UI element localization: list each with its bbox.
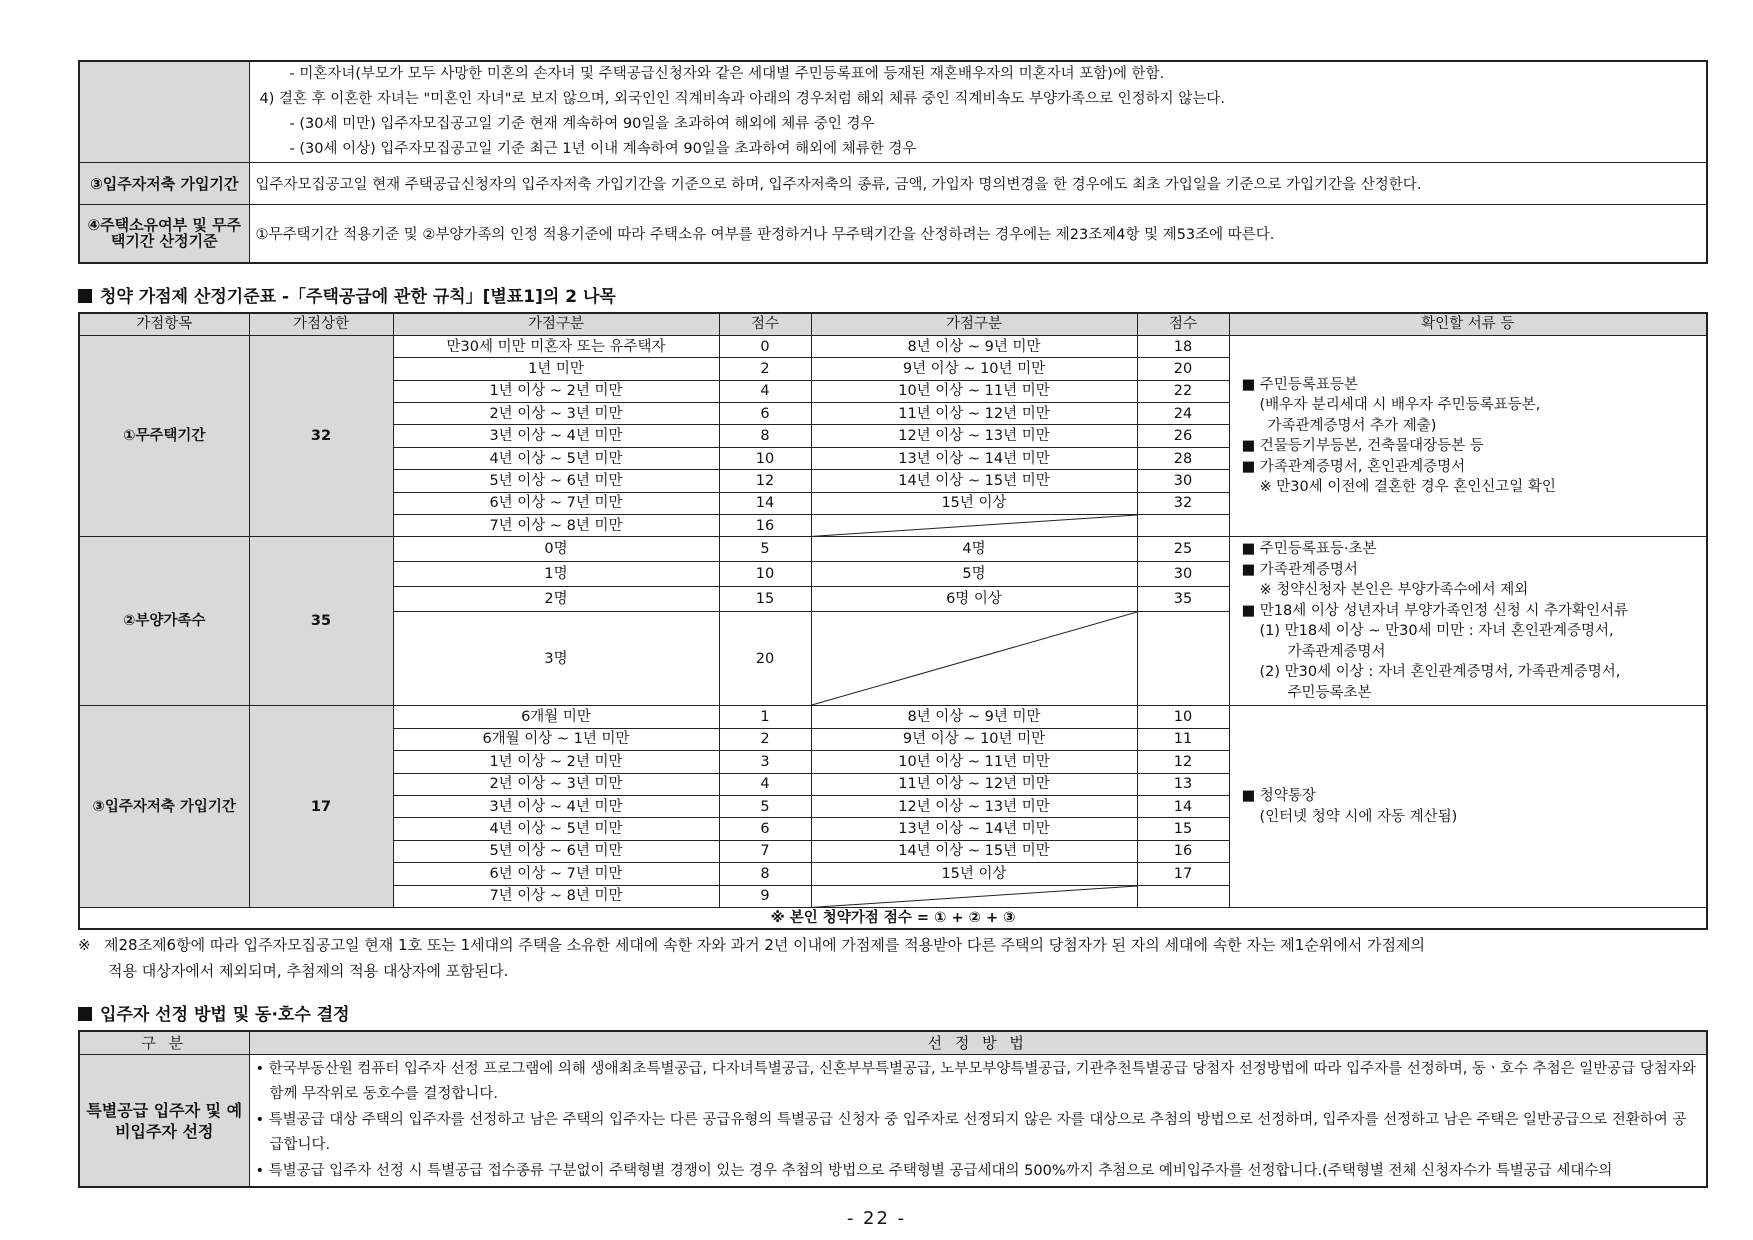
category-max: 32 <box>249 335 393 537</box>
division-b-cell: 15년 이상 <box>811 863 1137 885</box>
division-a-cell: 만30세 미만 미혼자 또는 유주택자 <box>393 335 719 357</box>
diagonal-line <box>812 612 1137 705</box>
division-b-cell: 13년 이상 ~ 14년 미만 <box>811 818 1137 840</box>
special-supply-method <box>249 1054 1707 1187</box>
score-a-cell: 5 <box>719 537 811 562</box>
division-a-cell: 5년 이상 ~ 6년 미만 <box>393 470 719 492</box>
selection-header-method: 선 정 방 법 <box>249 1031 1707 1055</box>
score-b-cell: 10 <box>1137 706 1229 728</box>
ownership-criteria-row <box>79 205 1707 263</box>
score-row <box>79 537 1707 562</box>
document-line: (1) 만18세 이상 ~ 만30세 미만 : 자녀 혼인관계증명서, <box>1259 623 1614 640</box>
total-score-formula: ※ 본인 청약가점 점수 = ① + ② + ③ <box>79 907 1707 929</box>
score-b-cell-empty <box>1137 612 1229 706</box>
score-b-cell-empty <box>1137 885 1229 907</box>
score-table-body <box>79 335 1707 929</box>
header-category: 가점항목 <box>79 313 249 336</box>
score-b-cell: 28 <box>1137 447 1229 469</box>
empty-diagonal-cell <box>811 612 1137 706</box>
score-b-cell: 16 <box>1137 840 1229 862</box>
division-a-cell: 1명 <box>393 562 719 587</box>
document-line: ■ 가족관계증명서 <box>1241 561 1358 578</box>
division-a-cell: 1년 이상 ~ 2년 미만 <box>393 380 719 402</box>
dependents-line: 4) 결혼 후 이혼한 자녀는 "미혼인 자녀"로 보지 않으며, 외국인인 직계비속과 아래의 경우처럼 해외 체류 중인 직계비속도 부양가족으로 인정하지 않는다. <box>259 91 1225 107</box>
division-a-cell: 4년 이상 ~ 5년 미만 <box>393 818 719 840</box>
division-a-cell: 6개월 이상 ~ 1년 미만 <box>393 728 719 750</box>
division-a-cell: 6개월 미만 <box>393 706 719 728</box>
score-b-cell: 18 <box>1137 335 1229 357</box>
document-line: 가족관계증명서 <box>1287 643 1386 660</box>
score-criteria-table <box>78 312 1708 930</box>
note-line-1: 제28조제6항에 따라 입주자모집공고일 현재 1호 또는 1세대의 주택을 소유한 세대에 속한 자와 과거 2년 이내에 가점제를 적용받아 다른 주택의 당첨자가 된 자의 세대에 속한 자는 제1순위에서 가점제의 <box>104 935 1426 954</box>
division-a-cell: 6년 이상 ~ 7년 미만 <box>393 863 719 885</box>
division-a-cell: 4년 이상 ~ 5년 미만 <box>393 447 719 469</box>
dependents-line: - (30세 미만) 입주자모집공고일 기준 현재 계속하여 90일을 초과하여 해외에 체류 중인 경우 <box>289 116 875 132</box>
savings-period-text: 입주자모집공고일 현재 주택공급신청자의 입주자저축 가입기간을 기준으로 하며, 입주자저축의 종류, 금액, 가입자 명의변경을 한 경우에도 최초 가입일을 기준으로 가입기간을 산정한다. <box>249 163 1707 205</box>
division-a-cell: 6년 이상 ~ 7년 미만 <box>393 492 719 514</box>
division-b-cell: 9년 이상 ~ 10년 미만 <box>811 358 1137 380</box>
score-a-cell: 20 <box>719 612 811 706</box>
score-a-cell: 5 <box>719 795 811 817</box>
division-a-cell: 0명 <box>393 537 719 562</box>
dependents-row <box>79 61 1707 163</box>
document-page <box>78 60 1708 1188</box>
header-score-b: 점수 <box>1137 313 1229 336</box>
required-documents <box>1229 537 1707 706</box>
document-line: (배우자 분리세대 시 배우자 주민등록표등본, <box>1259 397 1541 414</box>
dependents-text-cell <box>249 61 1707 163</box>
formula-row <box>79 907 1707 929</box>
score-b-cell-empty <box>1137 515 1229 537</box>
score-a-cell: 3 <box>719 751 811 773</box>
score-b-cell: 11 <box>1137 728 1229 750</box>
header-score-a: 점수 <box>719 313 811 336</box>
division-b-cell: 5명 <box>811 562 1137 587</box>
document-line: ※ 만30세 이전에 결혼한 경우 혼인신고일 확인 <box>1259 479 1556 496</box>
header-division-a: 가점구분 <box>393 313 719 336</box>
division-a-cell: 1년 미만 <box>393 358 719 380</box>
division-a-cell: 3명 <box>393 612 719 706</box>
category-label: ①무주택기간 <box>79 335 249 537</box>
score-row <box>79 335 1707 357</box>
method-bullet: • 특별공급 입주자 선정 시 특별공급 접수종류 구분없이 주택형별 경쟁이 있는 경우 추첨의 방법으로 주택형별 공급세대의 500%까지 추첨으로 예비입주자를 선정합니다.(주택형별 전체 신청자수가 특별공급 세대수의 <box>255 1162 1613 1179</box>
document-line: 주민등록초본 <box>1287 684 1372 701</box>
square-bullet-icon <box>78 1007 92 1021</box>
document-line: ■ 만18세 이상 성년자녀 부양가족인정 신청 시 추가확인서류 <box>1241 602 1629 619</box>
division-b-cell: 15년 이상 <box>811 492 1137 514</box>
selection-section-title-text: 입주자 선정 방법 및 동·호수 결정 <box>100 1004 350 1025</box>
division-b-cell: 8년 이상 ~ 9년 미만 <box>811 706 1137 728</box>
score-a-cell: 16 <box>719 515 811 537</box>
score-b-cell: 12 <box>1137 751 1229 773</box>
score-a-cell: 6 <box>719 818 811 840</box>
score-b-cell: 25 <box>1137 537 1229 562</box>
division-a-cell: 5년 이상 ~ 6년 미만 <box>393 840 719 862</box>
category-label: ②부양가족수 <box>79 537 249 706</box>
score-a-cell: 9 <box>719 885 811 907</box>
method-bullet: • 특별공급 대상 주택의 입주자를 선정하고 남은 주택의 입주자는 다른 공급유형의 특별공급 신청자 중 입주자로 선정되지 않은 자를 대상으로 추첨의 방법으로 선정하며, 입주자를 선정하고 남은 주택은 일반공급으로 전환하여 공급합니다. <box>255 1111 1687 1154</box>
score-b-cell: 24 <box>1137 403 1229 425</box>
exclusion-note <box>78 932 1708 984</box>
square-bullet-icon <box>78 289 92 303</box>
selection-section-title <box>78 1004 1708 1026</box>
document-line: ■ 청약통장 <box>1241 788 1316 805</box>
document-line: ■ 건물등기부등본, 건축물대장등본 등 <box>1241 438 1484 455</box>
score-b-cell: 26 <box>1137 425 1229 447</box>
savings-period-label: ③입주자저축 가입기간 <box>79 163 249 205</box>
score-a-cell: 6 <box>719 403 811 425</box>
division-b-cell: 14년 이상 ~ 15년 미만 <box>811 470 1137 492</box>
required-documents <box>1229 335 1707 537</box>
document-line: ■ 가족관계증명서, 혼인관계증명서 <box>1241 458 1466 475</box>
score-b-cell: 14 <box>1137 795 1229 817</box>
document-line: ※ 청약신청자 본인은 부양가족수에서 제외 <box>1259 582 1529 599</box>
score-a-cell: 1 <box>719 706 811 728</box>
division-a-cell: 3년 이상 ~ 4년 미만 <box>393 795 719 817</box>
score-a-cell: 8 <box>719 425 811 447</box>
selection-table-header <box>79 1031 1707 1055</box>
division-b-cell: 11년 이상 ~ 12년 미만 <box>811 403 1137 425</box>
division-b-cell: 14년 이상 ~ 15년 미만 <box>811 840 1137 862</box>
selection-header-category: 구 분 <box>79 1031 249 1055</box>
division-b-cell: 12년 이상 ~ 13년 미만 <box>811 795 1137 817</box>
diagonal-line <box>812 515 1137 536</box>
score-a-cell: 10 <box>719 562 811 587</box>
special-supply-row <box>79 1054 1707 1187</box>
division-b-cell: 10년 이상 ~ 11년 미만 <box>811 751 1137 773</box>
ownership-criteria-text: ①무주택기간 적용기준 및 ②부양가족의 인정 적용기준에 따라 주택소유 여부를 판정하거나 무주택기간을 산정하려는 경우에는 제23조제4항 및 제53조에 따른다. <box>249 205 1707 263</box>
score-b-cell: 30 <box>1137 470 1229 492</box>
division-b-cell: 12년 이상 ~ 13년 미만 <box>811 425 1137 447</box>
empty-diagonal-cell <box>811 885 1137 907</box>
score-table-header <box>79 313 1707 336</box>
dependents-line: - 미혼자녀(부모가 모두 사망한 미혼의 손자녀 및 주택공급신청자와 같은 세대별 주민등록표에 등재된 재혼배우자의 미혼자녀 포함)에 한함. <box>289 66 1165 82</box>
header-max: 가점상한 <box>249 313 393 336</box>
score-a-cell: 14 <box>719 492 811 514</box>
dependents-line: - (30세 이상) 입주자모집공고일 기준 최근 1년 이내 계속하여 90일을 초과하여 해외에 체류한 경우 <box>289 141 917 157</box>
score-a-cell: 7 <box>719 840 811 862</box>
division-a-cell: 2년 이상 ~ 3년 미만 <box>393 403 719 425</box>
division-a-cell: 3년 이상 ~ 4년 미만 <box>393 425 719 447</box>
division-b-cell: 10년 이상 ~ 11년 미만 <box>811 380 1137 402</box>
dependents-label-cell <box>79 61 249 163</box>
score-a-cell: 15 <box>719 587 811 612</box>
score-b-cell: 20 <box>1137 358 1229 380</box>
category-max: 35 <box>249 537 393 706</box>
method-bullet: • 한국부동산원 컴퓨터 입주자 선정 프로그램에 의해 생애최초특별공급, 다자녀특별공급, 신혼부부특별공급, 노부모부양특별공급, 기관추천특별공급 당첨자 선정방법에 따라 입주자를 선정하며, 동ㆍ호수 추첨은 일반공급 당첨자와 함께 무작위로 동호수를 결정합니다. <box>255 1060 1696 1103</box>
selection-method-table <box>78 1030 1708 1189</box>
score-b-cell: 30 <box>1137 562 1229 587</box>
document-line: (2) 만30세 이상 : 자녀 혼인관계증명서, 가족관계증명서, <box>1259 664 1621 681</box>
score-b-cell: 22 <box>1137 380 1229 402</box>
division-a-cell: 7년 이상 ~ 8년 미만 <box>393 515 719 537</box>
score-section-title <box>78 286 1708 308</box>
division-b-cell: 4명 <box>811 537 1137 562</box>
savings-period-row <box>79 163 1707 205</box>
division-a-cell: 2명 <box>393 587 719 612</box>
division-a-cell: 2년 이상 ~ 3년 미만 <box>393 773 719 795</box>
division-b-cell: 11년 이상 ~ 12년 미만 <box>811 773 1137 795</box>
score-b-cell: 32 <box>1137 492 1229 514</box>
document-line: ■ 주민등록표등·초본 <box>1241 541 1377 558</box>
score-b-cell: 35 <box>1137 587 1229 612</box>
page-number: - 22 - <box>846 1208 907 1229</box>
score-b-cell: 15 <box>1137 818 1229 840</box>
criteria-table <box>78 60 1708 264</box>
score-a-cell: 4 <box>719 773 811 795</box>
division-b-cell: 8년 이상 ~ 9년 미만 <box>811 335 1137 357</box>
diagonal-line <box>812 886 1137 907</box>
header-documents: 확인할 서류 등 <box>1229 313 1707 336</box>
score-a-cell: 2 <box>719 728 811 750</box>
score-a-cell: 4 <box>719 380 811 402</box>
division-b-cell: 9년 이상 ~ 10년 미만 <box>811 728 1137 750</box>
empty-diagonal-cell <box>811 515 1137 537</box>
category-max: 17 <box>249 706 393 908</box>
special-supply-label: 특별공급 입주자 및 예비입주자 선정 <box>79 1054 249 1187</box>
required-documents <box>1229 706 1707 908</box>
score-a-cell: 2 <box>719 358 811 380</box>
note-symbol: ※ <box>78 935 91 954</box>
score-row <box>79 706 1707 728</box>
note-line-2: 적용 대상자에서 제외되며, 추첨제의 적용 대상자에 포함된다. <box>108 961 509 980</box>
score-section-title-text: 청약 가점제 산정기준표 -「주택공급에 관한 규칙」[별표1]의 2 나목 <box>100 286 616 307</box>
division-a-cell: 1년 이상 ~ 2년 미만 <box>393 751 719 773</box>
division-b-cell: 6명 이상 <box>811 587 1137 612</box>
header-division-b: 가점구분 <box>811 313 1137 336</box>
division-a-cell: 7년 이상 ~ 8년 미만 <box>393 885 719 907</box>
score-a-cell: 12 <box>719 470 811 492</box>
score-a-cell: 8 <box>719 863 811 885</box>
document-line: ■ 주민등록표등본 <box>1241 376 1358 393</box>
ownership-criteria-label: ④주택소유여부 및 무주택기간 산정기준 <box>79 205 249 263</box>
score-b-cell: 13 <box>1137 773 1229 795</box>
division-b-cell: 13년 이상 ~ 14년 미만 <box>811 447 1137 469</box>
category-label: ③입주자저축 가입기간 <box>79 706 249 908</box>
score-b-cell: 17 <box>1137 863 1229 885</box>
score-a-cell: 10 <box>719 447 811 469</box>
document-line: (인터넷 청약 시에 자동 계산됨) <box>1259 808 1458 825</box>
document-line: 가족관계증명서 추가 제출) <box>1267 417 1437 434</box>
score-a-cell: 0 <box>719 335 811 357</box>
